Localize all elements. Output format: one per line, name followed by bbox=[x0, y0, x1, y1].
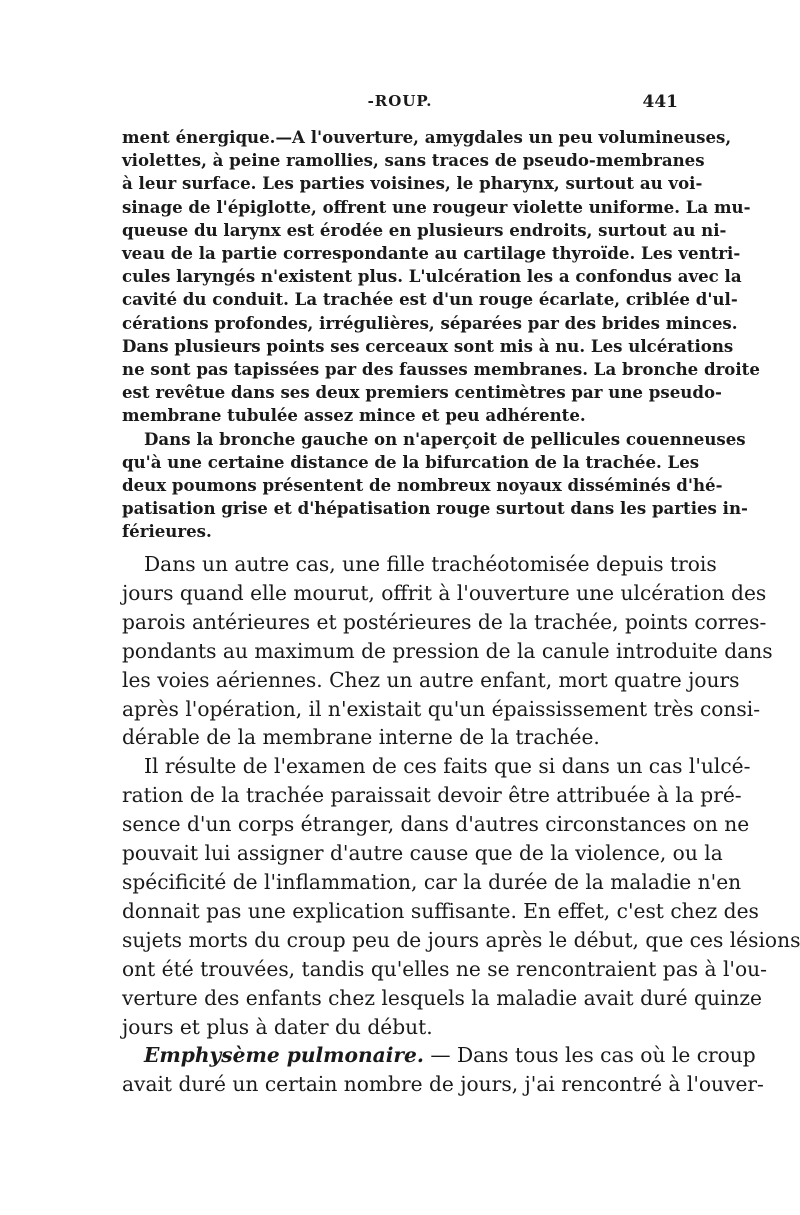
main-text-paragraphs bbox=[122, 550, 800, 1099]
page-header bbox=[122, 92, 678, 116]
text-line: à leur surface. Les parties voisines, le pharynx, surtout au voi- bbox=[122, 173, 703, 194]
text-line: patisation grise et d'hépatisation rouge surtout dans les parties in- bbox=[122, 498, 748, 519]
text-line: violettes, à peine ramollies, sans traces de pseudo-membranes bbox=[122, 150, 705, 171]
text-line: ration de la trachée paraissait devoir être attribuée à la pré- bbox=[122, 783, 742, 808]
text-line: férieures. bbox=[122, 521, 212, 542]
text-line: sinage de l'épiglotte, offrent une rougeur violette uniforme. La mu- bbox=[122, 196, 751, 217]
text-line: après l'opération, il n'existait qu'un épaississement très consi- bbox=[122, 696, 761, 721]
text-line: ne sont pas tapissées par des fausses membranes. La bronche droite bbox=[122, 359, 760, 380]
case-description-paragraph bbox=[122, 126, 760, 544]
text-line: avait duré un certain nombre de jours, j'ai rencontré à l'ouver- bbox=[122, 1072, 764, 1097]
section-heading-line bbox=[122, 1041, 756, 1070]
text-line: queuse du larynx est érodée en plusieurs endroits, surtout au ni- bbox=[122, 219, 727, 240]
text-line: spécificité de l'inflammation, car la durée de la maladie n'en bbox=[122, 869, 742, 894]
text-line: cérations profondes, irrégulières, séparées par des brides minces. bbox=[122, 312, 738, 333]
text-line: pondants au maximum de pression de la canule introduite dans bbox=[122, 638, 773, 663]
text-line: cules laryngés n'existent plus. L'ulcération les a confondus avec la bbox=[122, 266, 742, 287]
text-line: Dans la bronche gauche on n'aperçoit de pellicules couenneuses bbox=[144, 428, 746, 449]
section-title-continuation: — Dans tous les cas où le croup bbox=[423, 1043, 756, 1068]
text-line: dérable de la membrane interne de la trachée. bbox=[122, 725, 600, 750]
text-line: ont été trouvées, tandis qu'elles ne se rencontraient pas à l'ou- bbox=[122, 956, 767, 981]
page-number: 441 bbox=[642, 92, 678, 112]
text-line: parois antérieures et postérieures de la trachée, points corres- bbox=[122, 609, 767, 634]
text-line: ment énergique.—A l'ouverture, amygdales un peu volumineuses, bbox=[122, 127, 732, 147]
text-line: les voies aériennes. Chez un autre enfant, mort quatre jours bbox=[122, 667, 740, 692]
text-line: deux poumons présentent de nombreux noyaux disséminés d'hé- bbox=[122, 475, 723, 496]
text-line: est revêtue dans ses deux premiers centimètres par une pseudo- bbox=[122, 382, 722, 403]
text-line: verture des enfants chez lesquels la maladie avait duré quinze bbox=[122, 985, 762, 1010]
text-line: jours quand elle mourut, offrit à l'ouverture une ulcération des bbox=[122, 580, 767, 605]
text-line: pouvait lui assigner d'autre cause que de la violence, ou la bbox=[122, 841, 723, 866]
text-line: Dans un autre cas, une fille trachéotomisée depuis trois bbox=[144, 552, 717, 576]
text-line: qu'à une certaine distance de la bifurcation de la trachée. Les bbox=[122, 451, 700, 472]
section-title: Emphysème pulmonaire. bbox=[144, 1043, 424, 1068]
text-line: sence d'un corps étranger, dans d'autres circonstances on ne bbox=[122, 812, 750, 837]
text-line: Il résulte de l'examen de ces faits que si dans un cas l'ulcé- bbox=[144, 754, 751, 779]
text-line: sujets morts du croup peu de jours après le début, que ces lésions bbox=[122, 927, 800, 952]
running-head: -ROUP. bbox=[367, 92, 433, 110]
text-line: jours et plus à dater du début. bbox=[122, 1014, 433, 1039]
text-line: donnait pas une explication suffisante. En effet, c'est chez des bbox=[122, 898, 759, 923]
text-line: membrane tubulée assez mince et peu adhérente. bbox=[122, 405, 586, 426]
text-line: Dans plusieurs points ses cerceaux sont mis à nu. Les ulcérations bbox=[122, 335, 734, 356]
text-line: cavité du conduit. La trachée est d'un rouge écarlate, criblée d'ul- bbox=[122, 289, 738, 310]
text-line: veau de la partie correspondante au cartilage thyroïde. Les ventri- bbox=[122, 243, 741, 264]
